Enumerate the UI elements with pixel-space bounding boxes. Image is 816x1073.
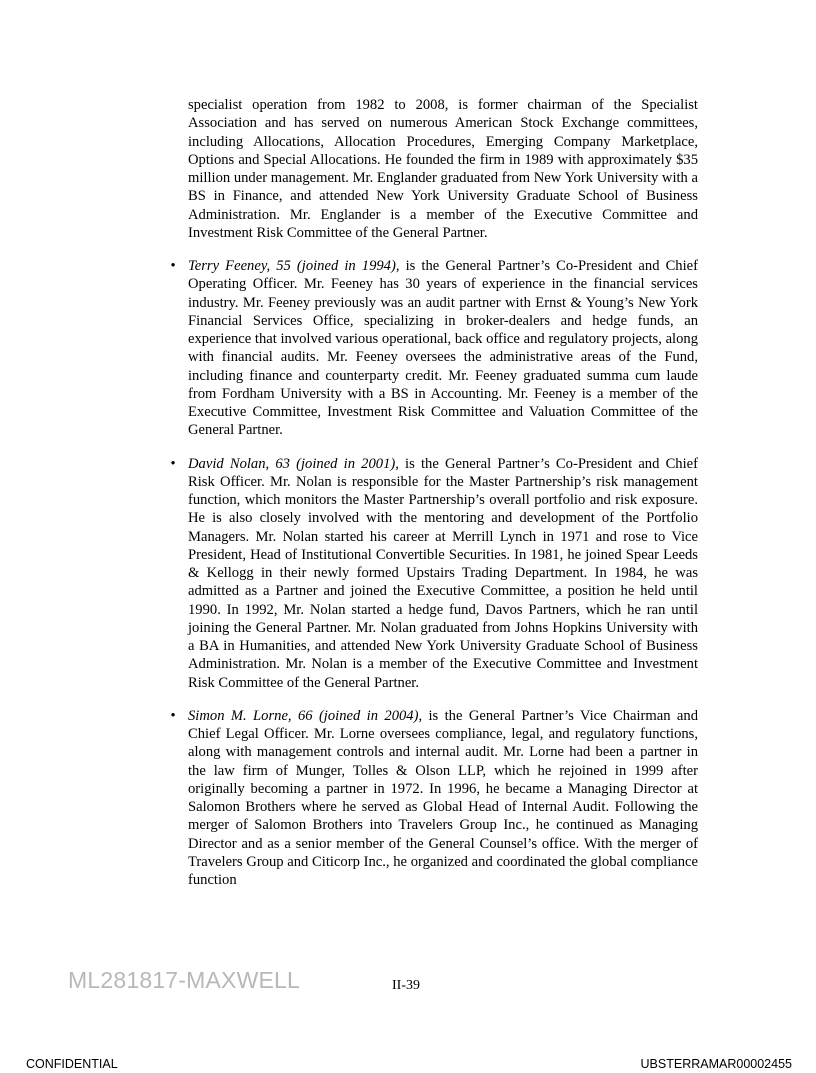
bio-lead-in: Simon M. Lorne, 66 (joined in 2004), bbox=[188, 707, 423, 724]
bio-list bbox=[170, 257, 698, 889]
bio-lead-in: David Nolan, 63 (joined in 2001), bbox=[188, 455, 399, 472]
bullet-icon: • bbox=[170, 258, 176, 274]
page-number: II-39 bbox=[392, 978, 420, 993]
continuation-paragraph: specialist operation from 1982 to 2008, is former chairman of the Specialist Association and has served on numerous American Stock Exchange committees, including Allocations, Allocation Procedures, Emerging Company Marketplace, Options and Special Allocations. He founded the firm in 1989 with approximately $35 million under management. Mr. Englander graduated from New York University with a BS in Finance, and attended New York University Graduate School of Business Administration. Mr. Englander is a member of the Executive Committee and Investment Risk Committee of the General Partner. bbox=[188, 97, 698, 241]
bio-text: is the General Partner’s Vice Chairman and Chief Legal Officer. Mr. Lorne oversees compliance, legal, and regulatory functions, along with management controls and internal audit. Mr. Lorne had been a partner in the law firm of Munger, Tolles & Olson LLP, which he rejoined in 1999 after originally becoming a partner in 1972. In 1996, he became a Managing Director at Salomon Brothers where he served as Global Head of Internal Audit. Following the merger of Salomon Brothers into Travelers Group Inc., he continued as Managing Director and as a senior member of the General Counsel’s office. With the merger of Travelers Group and Citicorp Inc., he organized and coordinated the global compliance function bbox=[188, 707, 698, 888]
bullet-icon: • bbox=[170, 455, 176, 472]
bio-item-nolan bbox=[170, 455, 698, 692]
bates-stamp: ML281817-MAXWELL bbox=[68, 967, 301, 993]
bullet-icon: • bbox=[170, 707, 176, 724]
document-body bbox=[170, 96, 698, 904]
bio-item-lorne bbox=[170, 707, 698, 890]
bio-lead-in: Terry Feeney, 55 (joined in 1994), bbox=[188, 258, 400, 274]
bio-item-feeney bbox=[170, 257, 698, 440]
bio-text: is the General Partner’s Co-President and Chief Risk Officer. Mr. Nolan is responsible for the Master Partnership’s risk management function, which monitors the Master Partnership’s overall portfolio and risk exposure. He is also closely involved with the mentoring and development of the Portfolio Managers. Mr. Nolan started his career at Merrill Lynch in 1971 and rose to Vice President, Head of Institutional Convertible Securities. In 1981, he joined Spear Leeds & Kellogg in their newly formed Upstairs Trading Department. In 1984, he was admitted as a Partner and joined the Executive Committee, a position he held until 1990. In 1992, Mr. Nolan started a hedge fund, Davos Partners, which he ran until joining the General Partner. Mr. Nolan graduated from Johns Hopkins University with a BA in Humanities, and attended New York University Graduate School of Business Administration. Mr. Nolan is a member of the Executive Committee and Investment Risk Committee of the General Partner. bbox=[188, 455, 698, 691]
document-id: UBSTERRAMAR00002455 bbox=[640, 1057, 792, 1071]
confidential-label: CONFIDENTIAL bbox=[26, 1057, 118, 1071]
bio-text: is the General Partner’s Co-President and Chief Operating Officer. Mr. Feeney has 30 years of experience in the financial services industry. Mr. Feeney previously was an audit partner with Ernst & Young’s New York Financial Services Office, specializing in broker-dealers and hedge funds, an experience that involved various operational, back office and regulatory projects, along with financial audits. Mr. Feeney oversees the administrative areas of the Fund, including finance and counterparty credit. Mr. Feeney graduated summa cum laude from Fordham University with a BS in Accounting. Mr. Feeney is a member of the Executive Committee, Investment Risk Committee and Valuation Committee of the General Partner. bbox=[188, 258, 698, 439]
